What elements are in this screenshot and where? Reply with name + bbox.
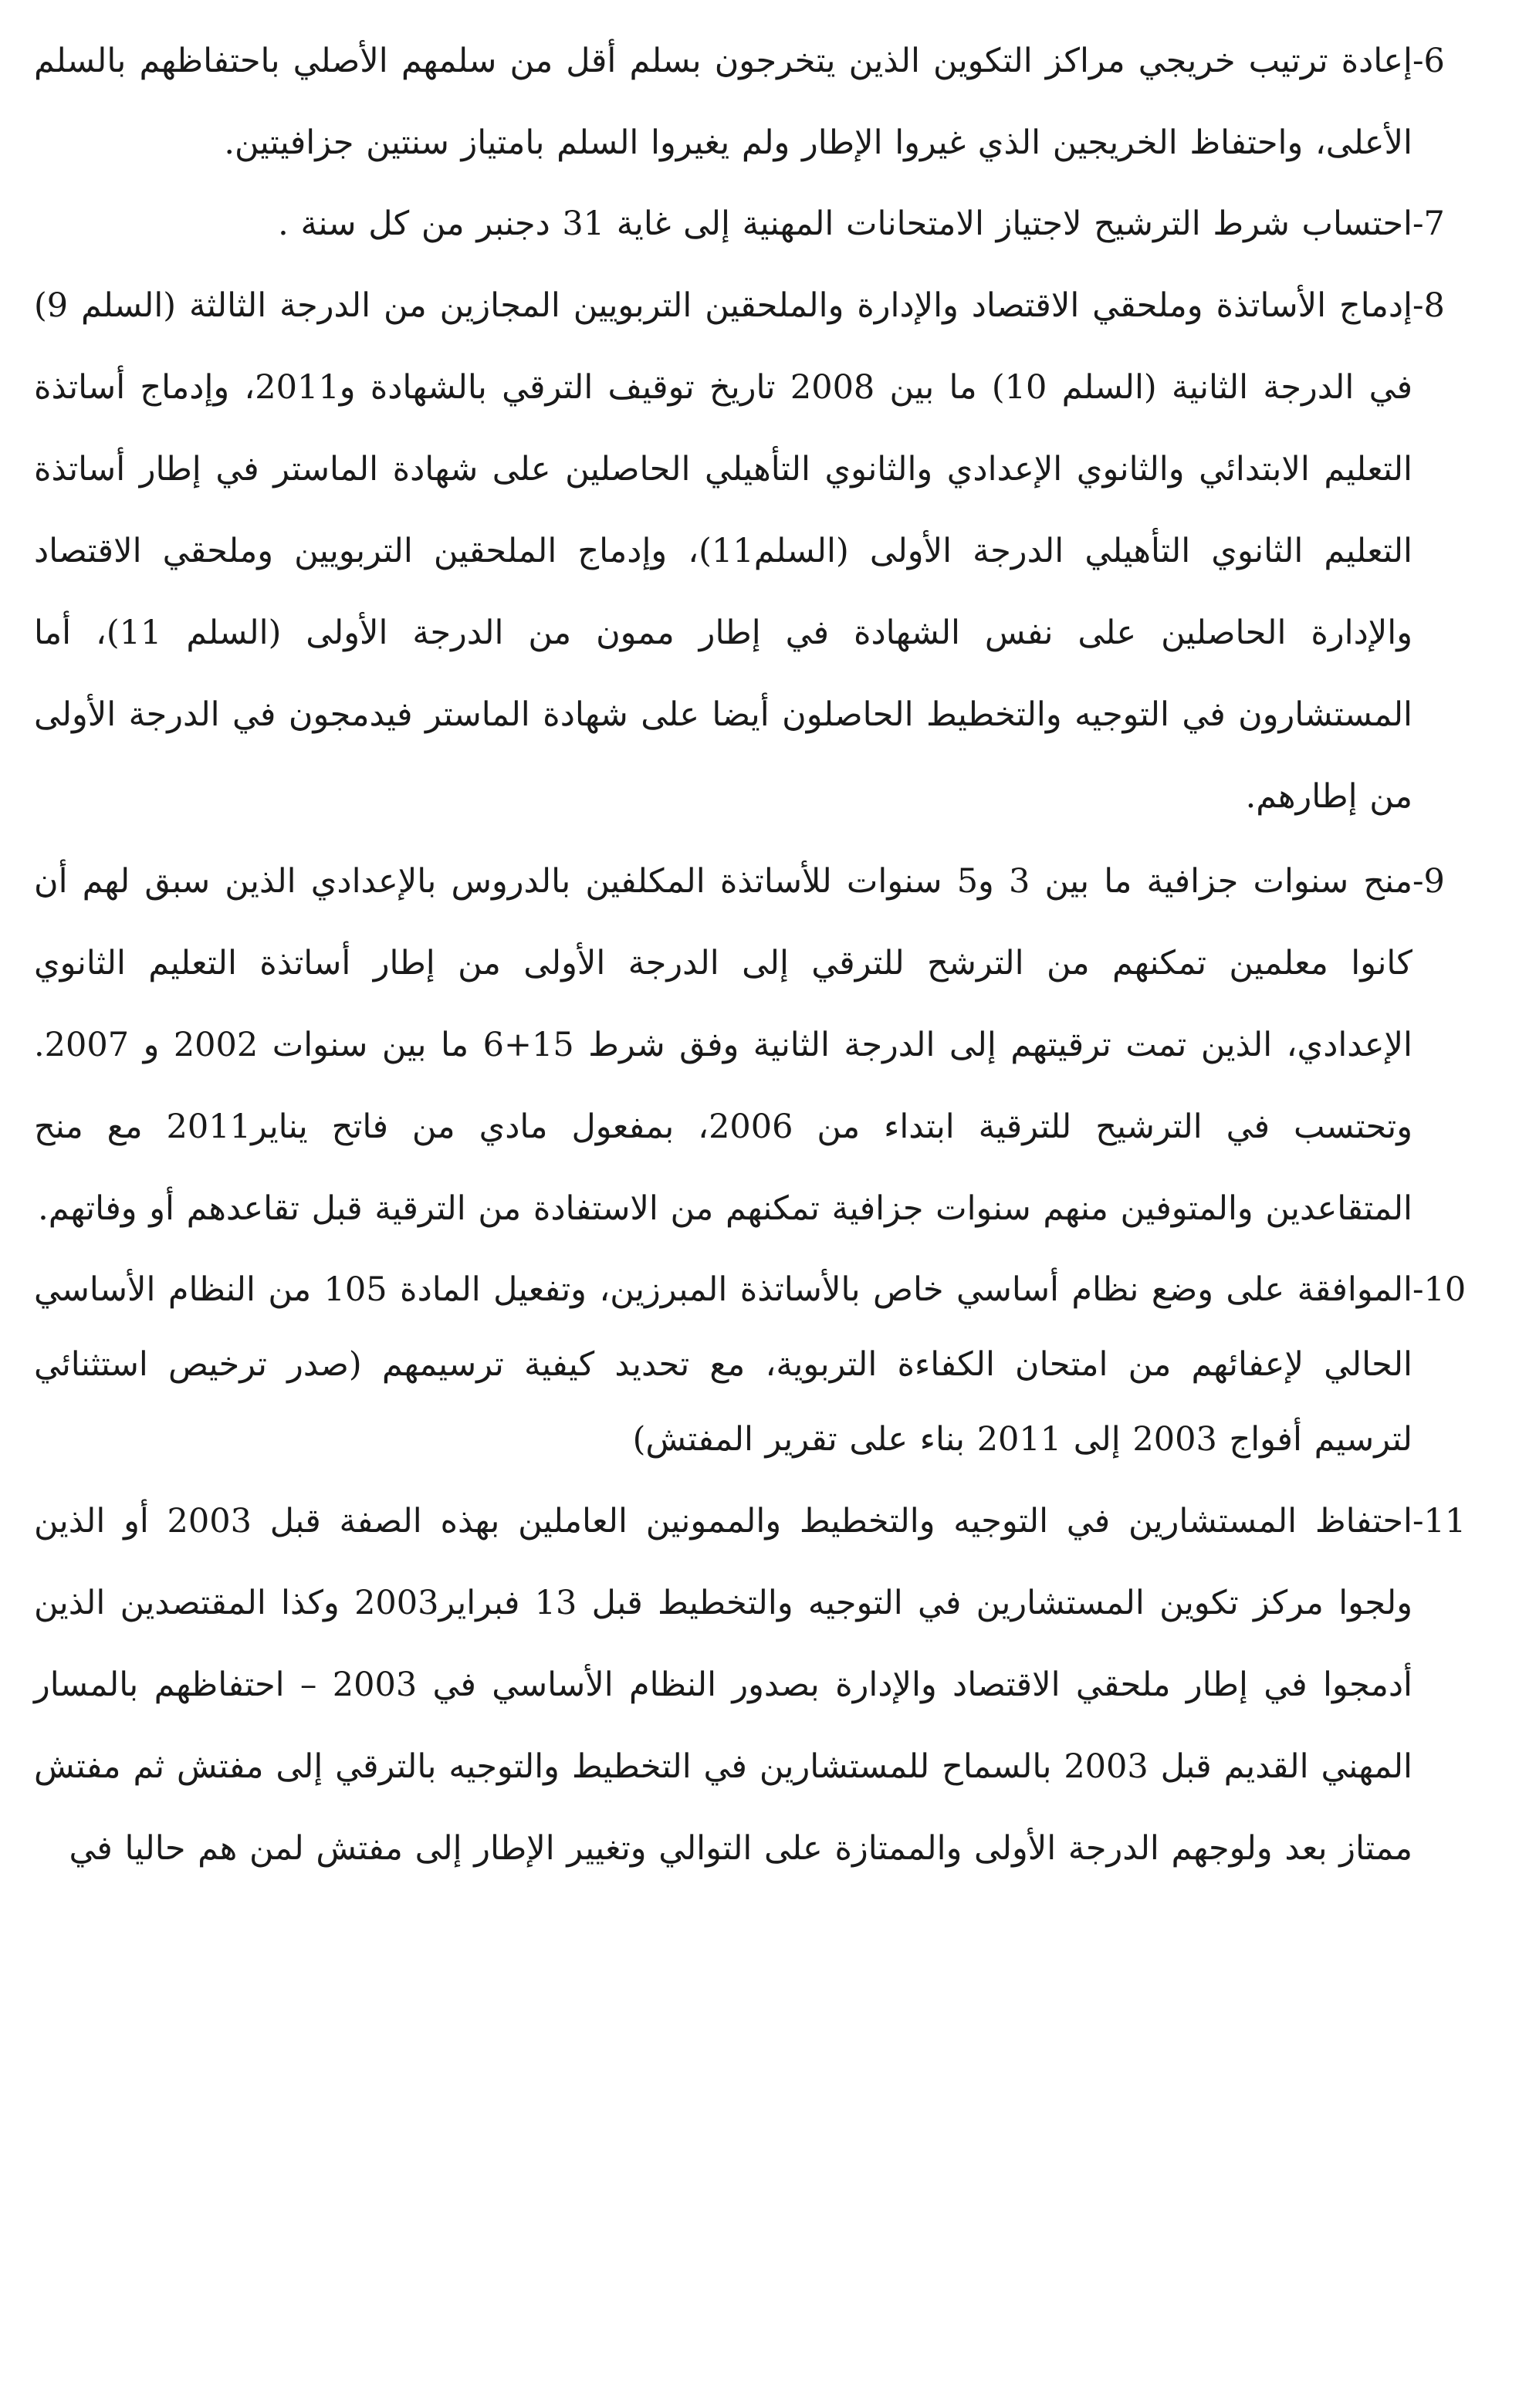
numbered-list [34,20,1485,1892]
list-item-6 [34,20,1485,184]
item-text: احتساب شرط الترشيح لاجتياز الامتحانات المهنية إلى غاية 31 دجنبر من كل سنة . [278,205,1412,243]
item-number: -9 [1412,862,1445,901]
item-text: إدماج الأساتذة وملحقي الاقتصاد والإدارة والملحقين التربويين المجازين من الدرجة الثالثة (السلم 9) في الدرجة الثانية (السلم 10) ما بين 2008 تاريخ توقيف الترقي بالشهادة و2011، وإدماج أساتذة التعليم الابتدائي والثانوي الإعدادي والثانوي التأهيلي الحاصلين على شهادة الماستر في إطار أساتذة التعليم الثانوي التأهيلي الدرجة الأولى (السلم11)، وإدماج الملحقين التربويين وملحقي الاقتصاد والإدارة الحاصلين على نفس الشهادة في إطار ممون من الدرجة الأولى (السلم 11)، أما المستشارون في التوجيه والتخطيط الحاصلون أيضا على شهادة الماستر فيدمجون في الدرجة الأولى من إطارهم. [34,286,1413,816]
item-text: إعادة ترتيب خريجي مراكز التكوين الذين يتخرجون بسلم أقل من سلمهم الأصلي باحتفاظهم بالسلم الأعلى، واحتفاظ الخريجين الذي غيروا الإطار ولم يغيروا السلم بامتياز سنتين جزافيتين. [34,42,1412,162]
list-item-10 [34,1253,1485,1477]
list-item-7 [34,187,1485,262]
list-item-8 [34,265,1485,837]
item-number: -11 [1412,1502,1467,1541]
item-number: -8 [1412,286,1445,325]
item-number: -7 [1412,205,1445,243]
list-item-11 [34,1480,1485,1889]
item-number: -6 [1412,42,1445,80]
list-item-9 [34,840,1485,1250]
item-text: منح سنوات جزافية ما بين 3 و5 سنوات للأساتذة المكلفين بالدروس بالإعدادي الذين سبق لهم أن كانوا معلمين تمكنهم من الترشح للترقي إلى الدرجة الأولى من إطار أساتذة التعليم الثانوي الإعدادي، الذين تمت ترقيتهم إلى الدرجة الثانية وفق شرط 15+6 ما بين سنوات 2002 و 2007. وتحتسب في الترشيح للترقية ابتداء من 2006، بمفعول مادي من فاتح يناير2011 مع منح المتقاعدين والمتوفين منهم سنوات جزافية تمكنهم من الاستفادة من الترقية قبل تقاعدهم أو وفاتهم. [34,862,1413,1228]
item-text: الموافقة على وضع نظام أساسي خاص بالأساتذة المبرزين، وتفعيل المادة 105 من النظام الأساسي الحالي لإعفائهم من امتحان الكفاءة التربوية، مع تحديد كيفية ترسيمهم (صدر ترخيص استثنائي لترسيم أفواج 2003 إلى 2011 بناء على تقرير المفتش) [34,1270,1413,1459]
item-text: احتفاظ المستشارين في التوجيه والتخطيط والممونين العاملين بهذه الصفة قبل 2003 أو الذين ولجوا مركز تكوين المستشارين في التوجيه والتخطيط قبل 13 فبراير2003 وكذا المقتصدين الذين أدمجوا في إطار ملحقي الاقتصاد والإدارة بصدور النظام الأساسي في 2003 – احتفاظهم بالمسار المهني القديم قبل 2003 بالسماح للمستشارين في التخطيط والتوجيه بالترقي إلى مفتش ثم مفتش ممتاز بعد ولوجهم الدرجة الأولى والممتازة على التوالي وتغيير الإطار إلى مفتش لمن هم حاليا في [34,1502,1412,1868]
item-number: -10 [1412,1270,1467,1309]
